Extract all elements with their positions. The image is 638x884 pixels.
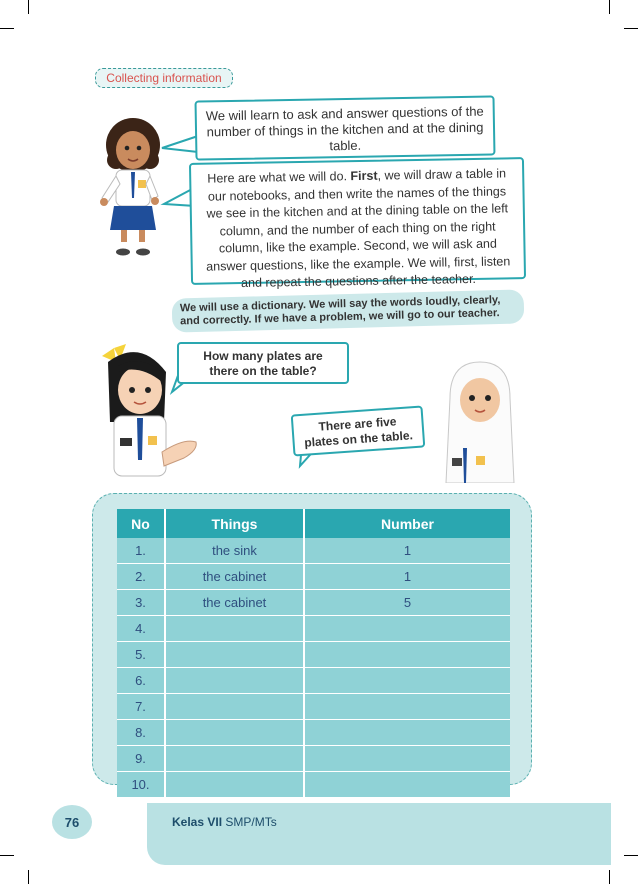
cell-thing: the cabinet (164, 590, 303, 616)
steps-text-2: , we will draw a table in our notebooks, and then write the names of the things we see in the kitchen and at the dining table on the left column, and the number of each thing on the right column, like the example. Second, we will ask and answer questions, like the example. We will, first, listen and repeat the questions after the teacher. (206, 166, 511, 291)
cell-no: 2. (117, 564, 164, 590)
table-row (117, 616, 510, 642)
steps-text-1: Here are what we will do. (207, 169, 351, 186)
cell-no: 9. (117, 746, 164, 772)
cell-thing (164, 668, 303, 694)
cell-number (303, 720, 510, 746)
cell-no: 6. (117, 668, 164, 694)
header-number: Number (303, 509, 510, 538)
cell-thing (164, 746, 303, 772)
cell-no: 1. (117, 538, 164, 564)
crop-mark (28, 870, 29, 884)
table-row (117, 668, 510, 694)
cell-thing: the sink (164, 538, 303, 564)
cell-number (303, 694, 510, 720)
cell-thing (164, 642, 303, 668)
page-number: 76 (52, 805, 92, 839)
table-header-row (117, 509, 510, 538)
cell-number (303, 746, 510, 772)
footer-class-bold: Kelas VII (172, 815, 223, 829)
cell-no: 10. (117, 772, 164, 798)
cell-thing: the cabinet (164, 564, 303, 590)
crop-mark (609, 0, 610, 14)
cell-no: 8. (117, 720, 164, 746)
cell-no: 4. (117, 616, 164, 642)
table-row (117, 564, 510, 590)
header-no: No (117, 509, 164, 538)
header-things: Things (164, 509, 303, 538)
things-table (117, 509, 510, 798)
cell-no: 7. (117, 694, 164, 720)
cell-no: 5. (117, 642, 164, 668)
table-row (117, 694, 510, 720)
cell-no: 3. (117, 590, 164, 616)
answer-speech-bubble: There are five plates on the table. (291, 405, 426, 456)
crop-mark (609, 870, 610, 884)
cell-number: 5 (303, 590, 510, 616)
cell-number (303, 772, 510, 798)
table-row (117, 772, 510, 798)
cell-thing (164, 720, 303, 746)
steps-first-word: First (350, 168, 378, 184)
rule-note: We will use a dictionary. We will say the words loudly, clearly, and correctly. If we have a problem, we will go to our teacher. (172, 289, 525, 332)
crop-mark (28, 0, 29, 14)
footer-band (147, 803, 611, 865)
intro-speech-bubble: We will learn to ask and answer questions of the number of things in the kitchen and at the dining table. (194, 95, 495, 160)
crop-mark (0, 855, 14, 856)
question-speech-bubble: How many plates are there on the table? (177, 342, 349, 384)
table-row (117, 720, 510, 746)
footer-class-rest: SMP/MTs (222, 815, 277, 829)
cell-thing (164, 694, 303, 720)
table-row (117, 642, 510, 668)
cell-thing (164, 772, 303, 798)
cell-thing (164, 616, 303, 642)
crop-mark (0, 28, 14, 29)
crop-mark (624, 28, 638, 29)
footer-class-label (172, 815, 277, 829)
student-girl-hijab-illustration (440, 358, 520, 483)
cell-number (303, 668, 510, 694)
steps-speech-bubble (189, 157, 526, 291)
table-row (117, 590, 510, 616)
cell-number (303, 616, 510, 642)
cell-number: 1 (303, 538, 510, 564)
table-row (117, 746, 510, 772)
cell-number (303, 642, 510, 668)
table-row (117, 538, 510, 564)
section-tag: Collecting information (95, 68, 233, 88)
cell-number: 1 (303, 564, 510, 590)
crop-mark (624, 855, 638, 856)
